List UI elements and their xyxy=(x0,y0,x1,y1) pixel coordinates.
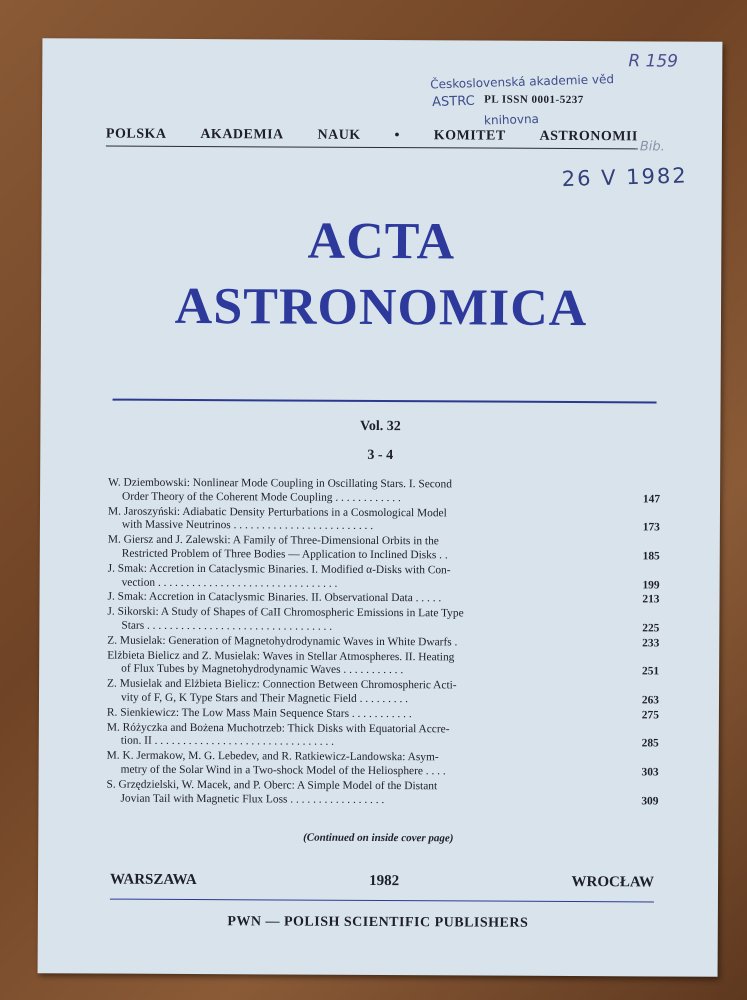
handwritten-ref: R 159 xyxy=(628,51,679,72)
header-word-2: AKADEMIA xyxy=(200,127,284,143)
toc-page-number: 275 xyxy=(641,709,659,722)
toc-entry-line2: with Massive Neutrinos . . . . . . . . . . . . . . . . . . . . . . . . . xyxy=(121,519,374,533)
header-bullet: • xyxy=(394,128,400,144)
toc-entry xyxy=(107,649,660,679)
issue-label: 3 - 4 xyxy=(367,447,394,464)
toc-entry-line1: M. Giersz and J. Zalewski: A Family of Three-Dimensional Orbits in the xyxy=(107,533,439,548)
handwritten-note: Bib. xyxy=(639,139,665,155)
toc-entry xyxy=(107,533,660,564)
toc-entry xyxy=(107,505,660,535)
toc-entry-line1: R. Sienkiewicz: The Low Mass Main Sequence Stars . . . . . . . . . . . xyxy=(106,706,412,720)
toc-entry xyxy=(106,706,659,722)
toc-entry-line1: Elżbieta Bielicz and Z. Musielak: Waves in Stellar Atmospheres. II. Heating xyxy=(107,649,455,663)
toc-entry xyxy=(107,562,660,592)
toc-entry xyxy=(107,634,660,650)
toc-entry-line1: M. K. Jermakow, M. G. Lebedev, and R. Ratkiewicz-Landowska: Asym- xyxy=(106,749,439,764)
toc-entry-line2: Restricted Problem of Three Bodies — Application to Inclined Disks . . xyxy=(121,547,448,562)
header-word-5: ASTRONOMII xyxy=(539,128,638,145)
publisher-name: PWN — POLISH SCIENTIFIC PUBLISHERS xyxy=(227,914,529,931)
library-stamp-line3: knihovna xyxy=(483,111,540,128)
header-word-3: NAUK xyxy=(317,127,361,143)
toc-entry-line1: W. Dziembowski: Nonlinear Mode Coupling in Oscillating Stars. I. Second xyxy=(108,476,452,491)
toc-entry-line1: S. Grzędzielski, W. Macek, and P. Oberc: A Simple Model of the Distant xyxy=(106,778,438,793)
city-left: WARSZAWA xyxy=(110,871,197,889)
journal-cover xyxy=(38,38,723,977)
city-right: WROCŁAW xyxy=(571,874,655,891)
toc-entry-line1: M. Jaroszyński: Adiabatic Density Perturbations in a Cosmological Model xyxy=(107,505,447,519)
date-stamp: 26 V 1982 xyxy=(561,163,688,192)
publisher-header xyxy=(106,127,638,150)
continued-note: (Continued on inside cover page) xyxy=(303,831,454,845)
footer-rule xyxy=(110,899,654,903)
toc-page-number: 185 xyxy=(642,550,660,563)
toc-entry xyxy=(107,605,660,636)
toc-entry-line2: Stars . . . . . . . . . . . . . . . . . . . . . . . . . . . . . . . . . xyxy=(121,619,333,633)
toc-page-number: 303 xyxy=(641,766,659,779)
toc-page-number: 309 xyxy=(641,794,659,807)
toc-page-number: 263 xyxy=(641,694,660,707)
toc-page-number: 213 xyxy=(642,593,660,606)
toc-entry-line2: tion. II . . . . . . . . . . . . . . . . . . . . . . . . . . . . . . . . xyxy=(120,734,335,749)
toc-entry-line1: J. Smak: Accretion in Cataclysmic Binaries. I. Modified α-Disks with Con- xyxy=(107,562,451,577)
header-word-1: POLSKA xyxy=(105,126,167,142)
library-stamp-line1: Československá akademie věd xyxy=(430,72,615,92)
toc-entry-line2: Jovian Tail with Magnetic Flux Loss . . . . . . . . . . . . . . . . . xyxy=(120,792,385,806)
library-stamp-line2: ASTRC xyxy=(431,93,475,111)
toc-entry xyxy=(107,590,660,607)
journal-title-line1: ACTA xyxy=(307,212,456,271)
toc-entry xyxy=(107,677,660,708)
toc-entry-line1: J. Sikorski: A Study of Shapes of CaII Chromospheric Emissions in Late Type xyxy=(107,605,464,620)
toc-page-number: 251 xyxy=(642,665,660,678)
toc-page-number: 199 xyxy=(642,578,660,592)
toc-entry-line1: J. Smak: Accretion in Cataclysmic Binaries. II. Observational Data . . . . . xyxy=(107,590,442,605)
title-rule xyxy=(113,399,657,404)
toc-entry-line2: Order Theory of the Coherent Mode Coupling . . . . . . . . . . . . xyxy=(122,490,401,504)
header-word-4: KOMITET xyxy=(433,128,506,144)
toc-entry-line1: M. Różyczka and Bożena Muchotrzeb: Thick Disks with Equatorial Accre- xyxy=(106,721,450,735)
toc-page-number: 173 xyxy=(642,521,660,534)
table-of-contents xyxy=(106,476,661,810)
toc-page-number: 285 xyxy=(641,737,659,750)
footer xyxy=(110,872,654,892)
toc-entry-line2: vity of F, G, K Type Stars and Their Magnetic Field . . . . . . . . . xyxy=(120,691,409,706)
toc-page-number: 225 xyxy=(642,622,660,635)
toc-page-number: 233 xyxy=(642,637,660,650)
toc-entry-line2: of Flux Tubes by Magnetohydrodynamic Waves . . . . . . . . . . . xyxy=(121,663,404,677)
toc-entry xyxy=(106,721,659,751)
toc-page-number: 147 xyxy=(642,493,661,506)
toc-entry-line1: Z. Musielak and Elżbieta Bielicz: Connection Between Chromospheric Acti- xyxy=(107,677,457,692)
toc-entry xyxy=(108,476,661,507)
toc-entry xyxy=(106,778,659,808)
issn-number: PL ISSN 0001-5237 xyxy=(484,93,584,107)
toc-entry xyxy=(106,749,659,780)
toc-entry-line2: vection . . . . . . . . . . . . . . . . . . . . . . . . . . . . . . . . xyxy=(121,576,338,590)
volume-label: Vol. 32 xyxy=(360,418,401,435)
toc-entry-line2: metry of the Solar Wind in a Two-shock Model of the Heliosphere . . . . xyxy=(120,763,446,778)
toc-entry-line1: Z. Musielak: Generation of Magnetohydrodynamic Waves in White Dwarfs . xyxy=(107,634,458,649)
year: 1982 xyxy=(369,872,400,890)
journal-title-line2: ASTRONOMICA xyxy=(174,277,588,338)
